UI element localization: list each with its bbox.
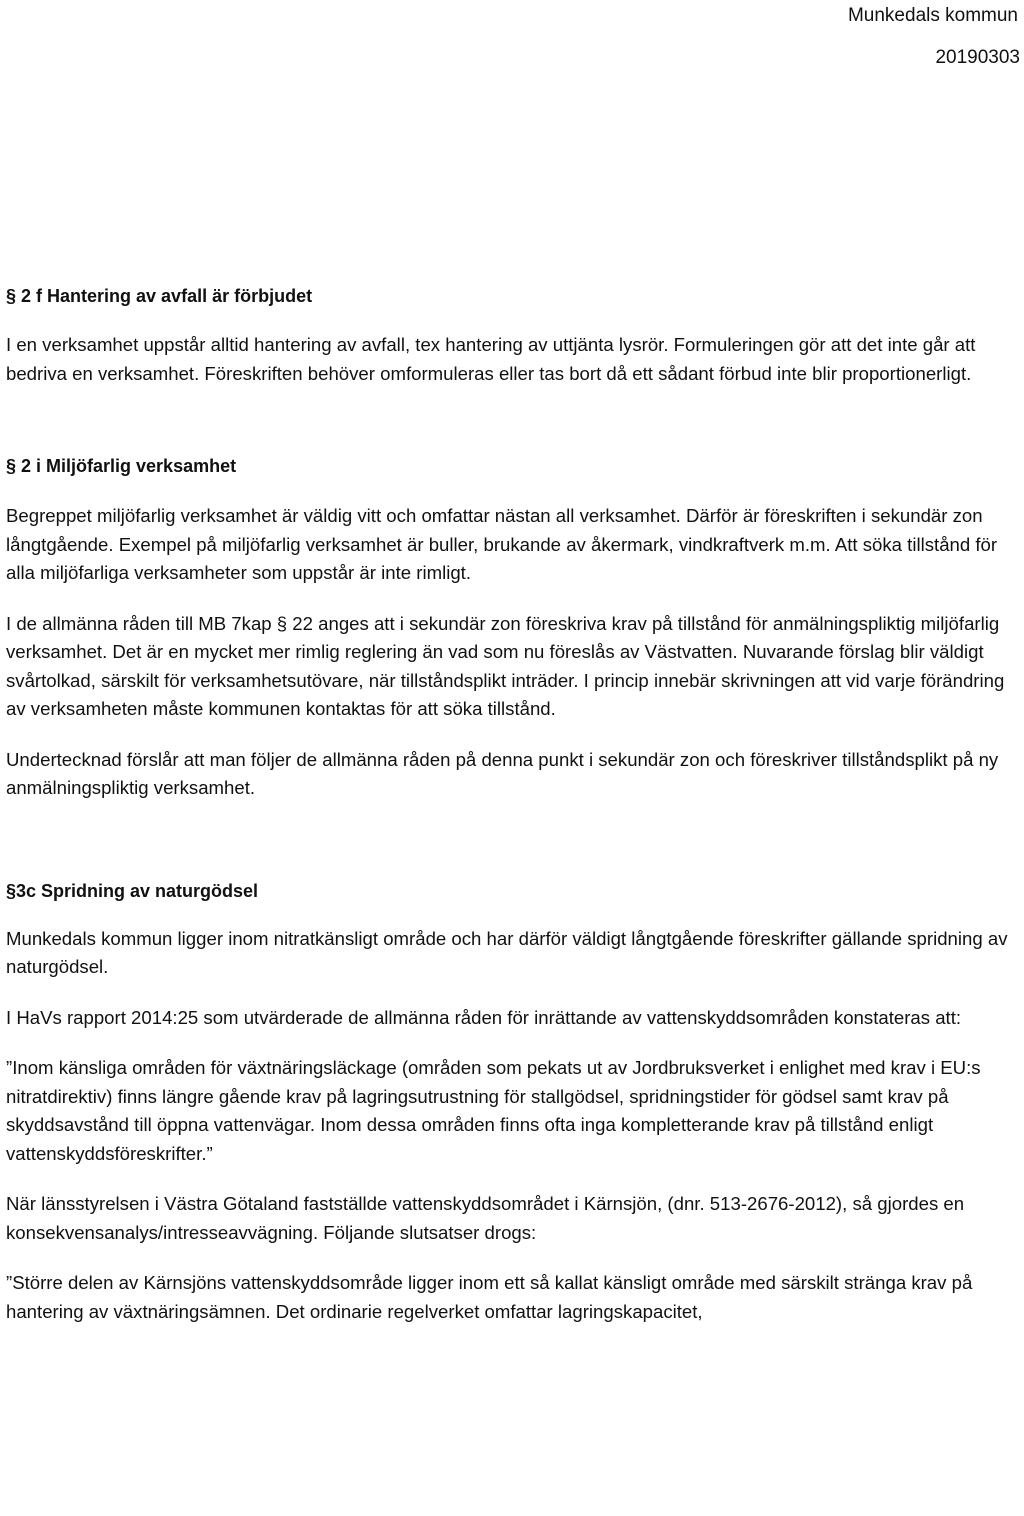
section-heading: §3c Spridning av naturgödsel — [6, 880, 259, 901]
quote-paragraph: ”Inom känsliga områden för växtnäringsläckage (områden som pekats ut av Jordbruksverket i enlighet med krav i EU:s nitratdirektiv) finns längre gående krav på lagringsutrustning för stallgödsel, spridningstider för gödsel samt krav på skyddsavstånd till öppna vattenvägar. Inom dessa områden finns ofta inga kompletterande krav på tillstånd enligt vattenskyddsföreskrifter.” — [6, 1057, 981, 1164]
paragraph: Begreppet miljöfarlig verksamhet är väldig vitt och omfattar nästan all verksamhet. Därför är föreskriften i sekundär zon långtgående. Exempel på miljöfarlig verksamhet är buller, brukande av åkermark, vindkraftverk m.m. Att söka tillstånd för alla miljöfarliga verksamheter som uppstår är inte rimligt. — [6, 505, 998, 583]
paragraph: I HaVs rapport 2014:25 som utvärderade de allmänna råden för inrättande av vattenskyddsområden konstateras att: — [6, 1006, 962, 1028]
paragraph: I en verksamhet uppstår alltid hantering av avfall, tex hantering av uttjänta lysrör. Formuleringen gör att det inte går att bedriva en verksamhet. Föreskriften behöver omformuleras eller tas bort då ett sådant förbud inte blir proportionerligt. — [6, 334, 976, 384]
paragraph: När länsstyrelsen i Västra Götaland fastställde vattenskyddsområdet i Kärnsjön, (dnr. 513-2676-2012), så gjordes en konsekvensanalys/intresseavvägning. Följande slutsatser drogs: — [6, 1193, 965, 1243]
document-body — [6, 282, 1018, 1326]
quote-paragraph: ”Större delen av Kärnsjöns vattenskyddsområde ligger inom ett så kallat känsligt område med särskilt stränga krav på hantering av växtnäringsämnen. Det ordinarie regelverket omfattar lagringskapacitet, — [6, 1272, 973, 1322]
section-heading: § 2 i Miljöfarlig verksamhet — [6, 456, 237, 476]
paragraph: Munkedals kommun ligger inom nitratkänsligt område och har därför väldigt långtgående föreskrifter gällande spridning av naturgödsel. — [6, 927, 1008, 977]
paragraph: Undertecknad förslår att man följer de allmänna råden på denna punkt i sekundär zon och föreskriver tillståndsplikt på ny anmälningspliktig verksamhet. — [6, 748, 999, 798]
paragraph: I de allmänna råden till MB 7kap § 22 anges att i sekundär zon föreskriva krav på tillstånd för anmälningspliktig miljöfarlig verksamhet. Det är en mycket mer rimlig reglering än vad som nu föreslås av Västvatten. Nuvarande förslag blir väldigt svårtolkad, särskilt för verksamhetsutövare, när tillståndsplikt inträder. I princip innebär skrivningen att vid varje förändring av verksamheten måste kommunen kontaktas för att söka tillstånd. — [6, 612, 1005, 719]
section-heading: § 2 f Hantering av avfall är förbjudet — [6, 286, 313, 306]
header-organization: Munkedals kommun — [847, 5, 1018, 26]
header-date: 20190303 — [935, 47, 1020, 68]
